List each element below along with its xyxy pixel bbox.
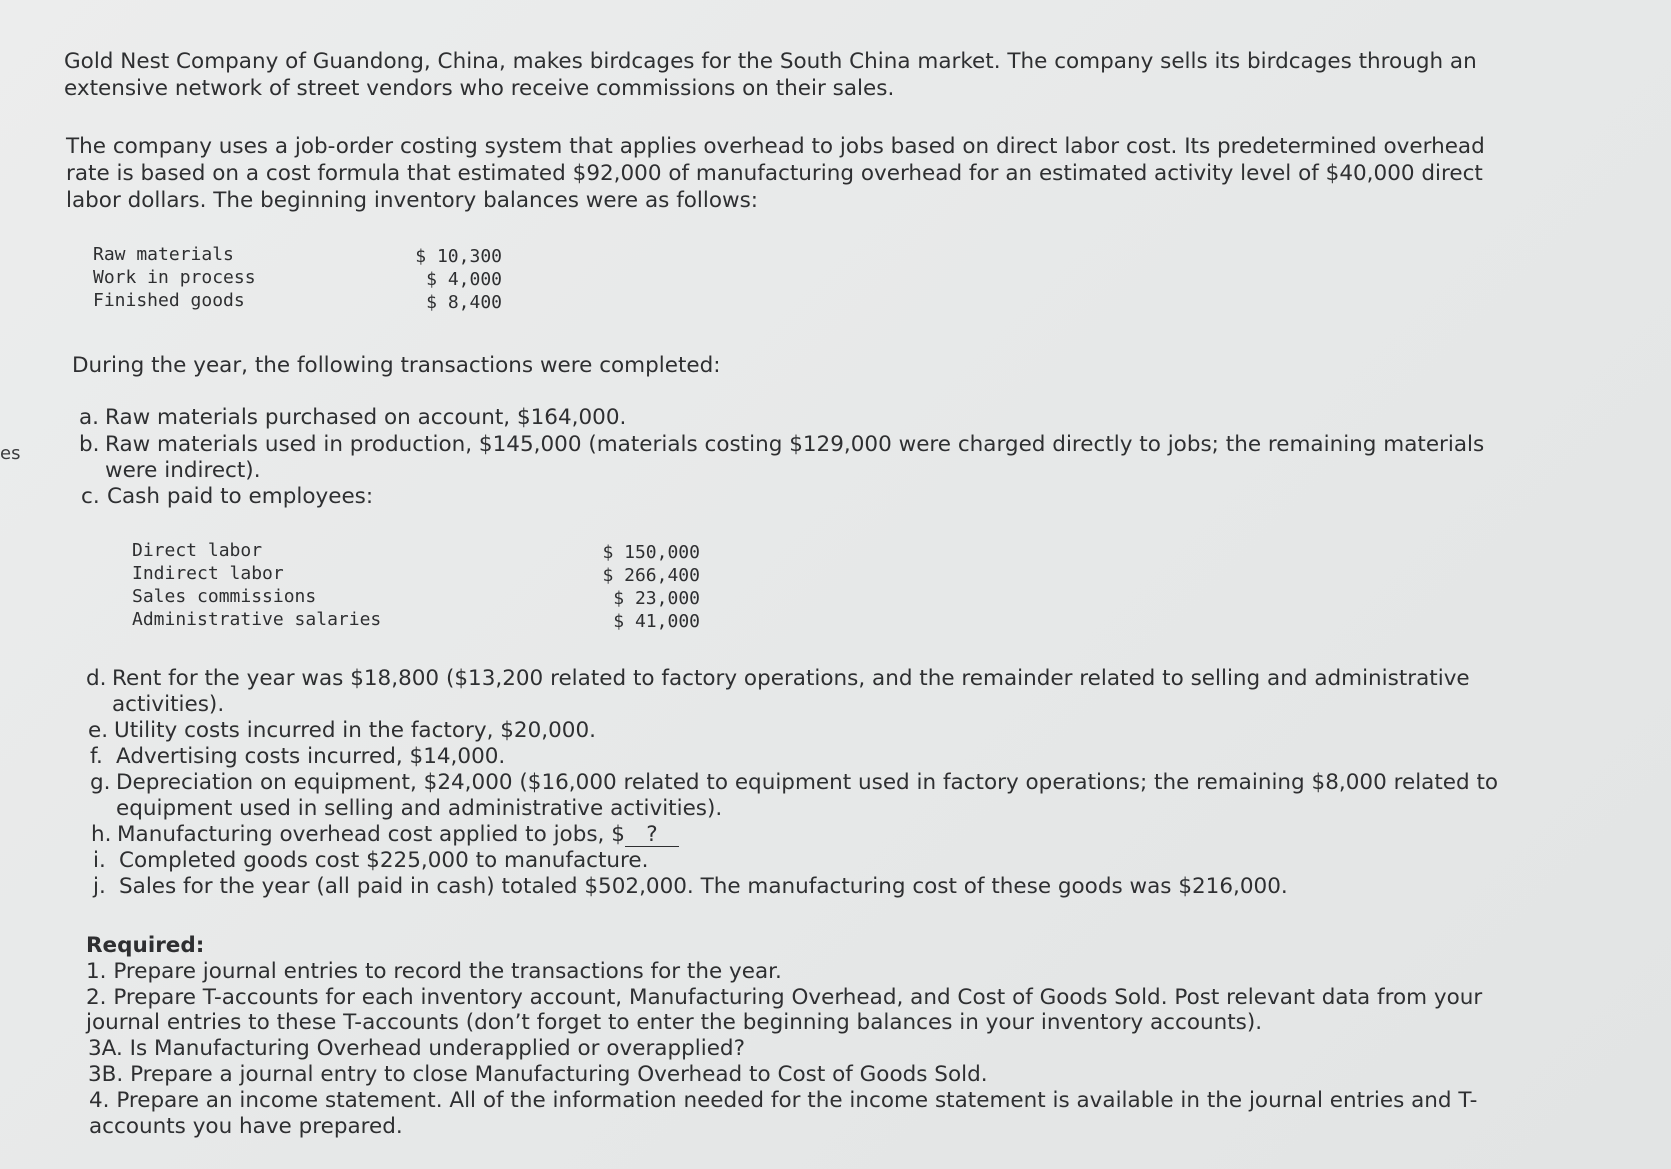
cash-paid-value: $ 266,400: [602, 565, 700, 586]
cash-paid-value: $ 23,000: [613, 588, 700, 609]
transaction-j: [93, 874, 1288, 900]
list-marker: f.: [90, 744, 103, 769]
intro-paragraph-1: Gold Nest Company of Guandong, China, makes birdcages for the South China market. The company sells its birdcages through an extensive network of street vendors who receive commissions on their sales.: [64, 49, 1477, 101]
list-marker: h.: [91, 822, 112, 847]
transaction-text: Completed goods cost $225,000 to manufacture.: [119, 848, 649, 873]
cash-paid-label: Direct labor: [132, 540, 263, 561]
transaction-h: [91, 822, 679, 848]
transaction-b-continuation: were indirect).: [105, 458, 261, 483]
inventory-value: $ 4,000: [426, 269, 502, 290]
transaction-text: Depreciation on equipment, $24,000 ($16,000 related to equipment used in factory operations; the remaining $8,000 related to: [116, 770, 1499, 795]
list-marker: j.: [93, 874, 106, 899]
required-heading: Required:: [86, 933, 205, 958]
transaction-d-continuation: activities).: [112, 692, 225, 717]
inventory-label: Work in process: [93, 267, 256, 288]
required-item: 3A. Is Manufacturing Overhead underapplied or overapplied?: [88, 1036, 745, 1061]
list-marker: a.: [79, 405, 100, 430]
blank-answer-field: ?: [625, 824, 679, 847]
inventory-label: Raw materials: [93, 244, 234, 265]
required-item: 2. Prepare T-accounts for each inventory account, Manufacturing Overhead, and Cost of Goods Sold. Post relevant data from your: [86, 985, 1483, 1010]
cash-paid-label: Sales commissions: [132, 586, 317, 607]
required-item-continuation: journal entries to these T-accounts (don’t forget to enter the beginning balances in your inventory accounts).: [86, 1010, 1263, 1035]
transaction-text: Manufacturing overhead cost applied to jobs, $: [117, 822, 625, 847]
cash-paid-label: Indirect labor: [132, 563, 284, 584]
inventory-label: Finished goods: [93, 290, 245, 311]
intro-paragraph-2: The company uses a job-order costing system that applies overhead to jobs based on direct labor cost. Its predetermined overhead rate is based on a cost formula that estimated $92,000 of manufacturing overhead for an estimated activity level of $40,000 direct labor dollars. The beginning inventory balances were as follows:: [66, 134, 1485, 213]
transaction-text: Sales for the year (all paid in cash) totaled $502,000. The manufacturing cost of these goods was $216,000.: [119, 874, 1288, 899]
cash-paid-label: Administrative salaries: [132, 609, 382, 630]
transaction-g: [90, 770, 1498, 796]
list-marker: b.: [79, 432, 100, 457]
inventory-value: $ 10,300: [415, 246, 502, 267]
required-item: 1. Prepare journal entries to record the transactions for the year.: [86, 959, 782, 984]
transaction-text: Utility costs incurred in the factory, $20,000.: [114, 718, 596, 743]
transaction-e: [88, 718, 596, 744]
transaction-a: [79, 405, 626, 431]
edge-text-fragment: es: [0, 443, 21, 464]
transaction-text: Raw materials purchased on account, $164,000.: [105, 405, 627, 430]
transaction-g-continuation: equipment used in selling and administrative activities).: [116, 796, 723, 821]
cash-paid-value: $ 150,000: [602, 542, 700, 563]
required-item: 4. Prepare an income statement. All of the information needed for the income statement is available in the journal entries and T-: [89, 1088, 1478, 1113]
list-marker: i.: [93, 848, 106, 873]
transaction-text: Rent for the year was $18,800 ($13,200 related to factory operations, and the remainder related to selling and administrative: [112, 666, 1470, 691]
list-marker: c.: [81, 484, 100, 509]
transaction-f: [90, 744, 505, 770]
inventory-value: $ 8,400: [426, 292, 502, 313]
list-marker: d.: [86, 666, 107, 691]
transaction-text: Advertising costs incurred, $14,000.: [116, 744, 506, 769]
cash-paid-value: $ 41,000: [613, 611, 700, 632]
transaction-i: [93, 848, 648, 874]
required-item-continuation: accounts you have prepared.: [89, 1114, 403, 1139]
list-marker: e.: [88, 718, 109, 743]
transaction-b: [79, 432, 1484, 458]
transaction-d: [86, 666, 1470, 692]
transaction-text: Raw materials used in production, $145,000 (materials costing $129,000 were charged directly to jobs; the remaining materials: [105, 432, 1485, 457]
required-item: 3B. Prepare a journal entry to close Manufacturing Overhead to Cost of Goods Sold.: [88, 1062, 988, 1087]
transaction-c: [81, 484, 373, 510]
list-marker: g.: [90, 770, 111, 795]
transaction-text: Cash paid to employees:: [107, 484, 374, 509]
transactions-intro: During the year, the following transactions were completed:: [72, 353, 721, 378]
